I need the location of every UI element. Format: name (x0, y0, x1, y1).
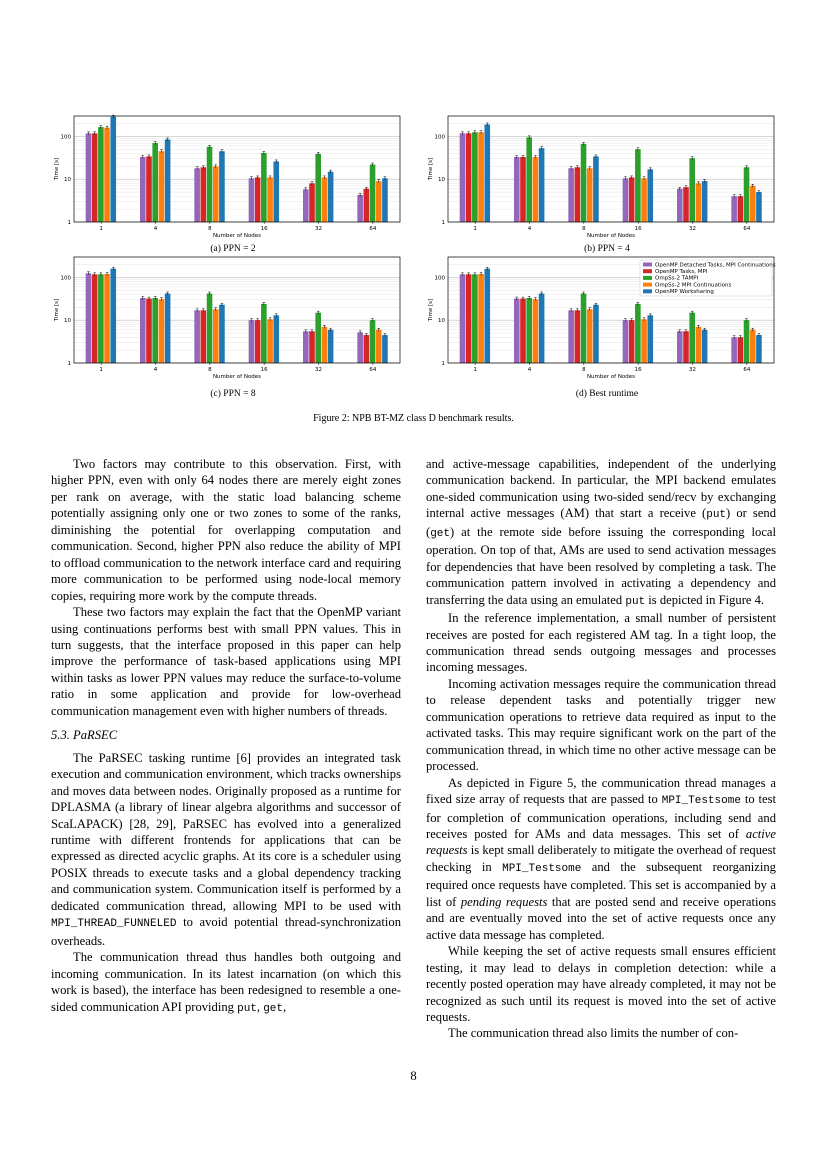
left-p4-sep: , (256, 999, 264, 1014)
right-paragraph-3: Incoming activation messages require the communication thread to release dependent tasks and potentially trigger new communication operations to retrieve data required as input to the activated tasks. This may require significant work on the part of the communication thread, in which time no other active message can be processed. (426, 676, 776, 774)
right-p1-code-put: put (706, 509, 727, 522)
bar (364, 335, 370, 363)
bar (255, 320, 261, 363)
bar (750, 186, 756, 222)
bar (526, 298, 532, 363)
bar (587, 168, 593, 222)
right-p4-em-active: active requests (426, 826, 776, 858)
bar (647, 315, 653, 363)
bar (460, 274, 466, 363)
chart-best-runtime-svg (422, 253, 792, 388)
left-column (51, 456, 401, 1017)
plot-frame (448, 116, 774, 222)
bar (92, 274, 98, 363)
bar (533, 299, 539, 363)
x-tick-label: 4 (527, 367, 532, 373)
bar (696, 327, 702, 363)
bar (370, 320, 376, 363)
x-tick-label: 1 (473, 226, 477, 232)
y-axis-label: Time [s] (54, 157, 60, 181)
bar (731, 337, 737, 363)
bar (623, 178, 629, 222)
bar (267, 177, 273, 222)
legend-swatch (643, 263, 652, 267)
bar (635, 149, 641, 222)
right-p4-text-e: that are posted send and receive operations and are eventually moved into the set of active requests once any active data message has completed. (426, 894, 776, 942)
y-tick-label: 10 (438, 318, 445, 325)
bar (376, 181, 382, 222)
bar (370, 165, 376, 222)
y-tick-label: 100 (434, 275, 445, 282)
bar (593, 305, 599, 363)
right-paragraph-4 (426, 775, 776, 944)
bar (207, 294, 213, 363)
bar (520, 157, 526, 222)
bar (514, 299, 520, 363)
bar (194, 310, 200, 363)
bar (315, 313, 321, 363)
bar (110, 269, 116, 363)
bar (568, 310, 574, 363)
x-tick-label: 1 (473, 367, 477, 373)
bar (593, 156, 599, 222)
bar (520, 299, 526, 363)
bar (194, 168, 200, 222)
bar (677, 331, 683, 363)
bar (364, 189, 370, 222)
x-axis-label: Number of Nodes (586, 374, 636, 380)
bar (641, 319, 647, 363)
bar (140, 157, 146, 222)
y-tick-label: 100 (434, 134, 445, 141)
bar (533, 157, 539, 222)
bar (207, 147, 213, 222)
bar (568, 168, 574, 222)
bar (309, 331, 315, 363)
right-p1-code-put-2: put (625, 595, 646, 608)
x-axis-label: Number of Nodes (212, 233, 262, 239)
bar (261, 153, 267, 222)
bar (750, 330, 756, 363)
bar (201, 310, 207, 363)
x-tick-label: 1 (99, 367, 103, 373)
bar (702, 330, 708, 363)
legend-label: OmpSs-2 MPI Continuations (655, 282, 732, 289)
bar (756, 192, 762, 222)
bar (731, 196, 737, 222)
bar (581, 294, 587, 363)
legend-swatch (643, 276, 652, 280)
bar (629, 320, 635, 363)
bar (587, 309, 593, 363)
left-p3-text-b: to avoid potential thread-synchronization overheads. (51, 915, 401, 948)
left-paragraph-3 (51, 750, 401, 949)
bar (472, 274, 478, 363)
bar (146, 299, 152, 363)
right-paragraph-2: In the reference implementation, a small number of persistent receives are posted for each registered AM tag. In a tight loop, the communication thread sends outgoing messages and processes incoming messages. (426, 611, 776, 675)
x-tick-label: 1 (99, 226, 103, 232)
bar (575, 167, 581, 222)
bar (629, 177, 635, 222)
bar (315, 154, 321, 222)
section-heading-parsec: 5.3. PaRSEC (51, 728, 118, 743)
bar (104, 274, 110, 363)
bar (382, 335, 388, 363)
right-p4-em-pending: pending requests (460, 894, 548, 909)
chart-best-runtime (422, 253, 792, 388)
right-p1-code-get: get (430, 527, 451, 540)
bar (738, 337, 744, 363)
caption-ppn-4: (b) PPN = 4 (584, 244, 630, 254)
x-axis-label: Number of Nodes (212, 374, 262, 380)
x-tick-label: 32 (689, 226, 696, 232)
legend-label: OpenMP Detached Tasks, MPI Continuations (655, 262, 776, 269)
x-tick-label: 8 (208, 367, 212, 373)
bar (744, 167, 750, 222)
x-tick-label: 4 (153, 367, 158, 373)
y-tick-label: 100 (60, 275, 71, 282)
x-tick-label: 4 (527, 226, 532, 232)
bar (165, 139, 171, 222)
bar (159, 151, 165, 222)
bar (484, 124, 490, 222)
bar (689, 158, 695, 222)
x-tick-label: 64 (743, 367, 751, 373)
bar (738, 196, 744, 222)
bar (309, 183, 315, 222)
bar (303, 331, 309, 363)
plot-frame (74, 257, 400, 363)
left-paragraph-1: Two factors may contribute to this observation. First, with higher PPN, even with only 64 nodes there are merely eight zones per rank on average, with the static load balancing scheme potentially assigning only one or two zones to some of the ranks, diminishing the potential for overlapping computation and communication. Second, higher PPN also reduce the ability of MPI to offload communication to the network interface card and requiring more communication to be performed using node-local memory copies, requiring more work by the compute threads. (51, 457, 401, 603)
bar (466, 133, 472, 222)
chart-ppn-4-svg (422, 112, 792, 247)
bar (683, 331, 689, 363)
bar (273, 161, 279, 222)
bar (322, 327, 328, 363)
right-paragraph-1 (426, 456, 776, 610)
chart-ppn-8-svg (48, 253, 418, 388)
caption-best-runtime: (d) Best runtime (575, 389, 639, 399)
bar (261, 304, 267, 363)
left-p3-code: MPI_THREAD_FUNNELED (51, 918, 177, 931)
y-tick-label: 1 (67, 361, 71, 367)
bar (219, 151, 225, 222)
bar (702, 181, 708, 222)
x-tick-label: 8 (208, 226, 212, 232)
x-tick-label: 32 (315, 367, 322, 373)
legend-swatch (643, 289, 652, 293)
y-axis-label: Time [s] (54, 298, 60, 322)
bar (303, 189, 309, 222)
bar (526, 137, 532, 222)
bar (165, 294, 171, 363)
y-axis-label: Time [s] (428, 298, 434, 322)
bar (635, 304, 641, 363)
y-axis-label: Time [s] (428, 157, 434, 181)
chart-ppn-8 (48, 253, 418, 388)
bar (376, 330, 382, 363)
page-number: 8 (410, 1069, 417, 1083)
bar (677, 189, 683, 222)
y-tick-label: 10 (64, 318, 71, 325)
right-p4-code-testsome: MPI_Testsome (661, 795, 741, 808)
bar (249, 178, 255, 222)
y-tick-label: 1 (67, 220, 71, 226)
bar (86, 133, 92, 222)
right-p4-text-a: As depicted in Figure 5, the communication thread manages a fixed size array of requests that are passed to (426, 775, 776, 807)
x-tick-label: 64 (369, 226, 377, 232)
bar (159, 299, 165, 363)
left-paragraph-2: These two factors may explain the fact that the OpenMP variant using continuations performs best with small PPN values. This in turn suggests, that the interface proposed in this paper can help improve the performance of task-based applications using MPI within tasks as lower PPN values may reduce the surface-to-volume ratio in some application and provide for low-overhead communication management even with higher numbers of threads. (51, 605, 401, 718)
bar (382, 178, 388, 222)
figure-caption: Figure 2: NPB BT-MZ class D benchmark results. (313, 413, 514, 424)
bar (92, 133, 98, 222)
bar (86, 273, 92, 363)
bar (466, 274, 472, 363)
bar (357, 332, 363, 363)
caption-ppn-8: (c) PPN = 8 (210, 389, 256, 399)
legend-label: OmpSs-2 TAMPI (655, 275, 699, 282)
x-tick-label: 64 (743, 226, 751, 232)
right-column (426, 456, 776, 1042)
bar (696, 183, 702, 222)
bar (140, 298, 146, 363)
chart-ppn-2 (48, 112, 418, 247)
chart-ppn-2-svg (48, 112, 418, 247)
x-tick-label: 16 (260, 367, 268, 373)
y-tick-label: 1 (441, 361, 445, 367)
bar (478, 132, 484, 222)
x-tick-label: 32 (315, 226, 322, 232)
bar (255, 177, 261, 222)
x-tick-label: 64 (369, 367, 377, 373)
bar (689, 313, 695, 363)
right-p4-text-c: is kept small deliberately to mitigate the overhead of request checking in (426, 843, 776, 874)
legend-swatch (643, 283, 652, 287)
x-tick-label: 32 (689, 367, 696, 373)
bar (104, 128, 110, 222)
legend-label: OpenMP Worksharing (655, 289, 714, 296)
bar (484, 269, 490, 363)
bar (539, 148, 545, 222)
bar (267, 319, 273, 363)
bar (152, 143, 158, 222)
bar (328, 172, 334, 222)
bar (152, 298, 158, 363)
bar (756, 335, 762, 363)
bar (249, 320, 255, 363)
bar (328, 330, 334, 363)
y-tick-label: 1 (441, 220, 445, 226)
x-tick-label: 16 (634, 367, 642, 373)
x-tick-label: 16 (260, 226, 268, 232)
bar (273, 315, 279, 363)
left-p4-text-b: , (283, 999, 287, 1014)
bar (581, 144, 587, 222)
y-tick-label: 100 (60, 134, 71, 141)
bar (110, 117, 116, 222)
bar (647, 169, 653, 222)
right-p4-code-testsome-2: MPI_Testsome (502, 862, 582, 875)
bar (623, 320, 629, 363)
bar (322, 177, 328, 222)
bar (357, 195, 363, 222)
bar (641, 178, 647, 222)
left-p4-code-put: put (237, 1002, 257, 1015)
bar (514, 157, 520, 222)
right-p1-text-d: is depicted in Figure 4. (645, 592, 765, 607)
bar (744, 320, 750, 363)
bar (213, 166, 219, 222)
x-axis-label: Number of Nodes (586, 233, 636, 239)
bar (539, 294, 545, 363)
right-p1-text-b: ) or send ( (426, 506, 776, 539)
legend-label: OpenMP Tasks, MPI (655, 269, 708, 275)
bar (575, 310, 581, 363)
right-p1-text-a: and active-message capabilities, independent of the underlying communication backend. In particular, the MPI backend emulates one-sided communication using two-sided send/recv by exchanging internal active messages (AM) that start a receive ( (426, 457, 776, 521)
x-tick-label: 8 (582, 226, 586, 232)
left-p3-text-a: The PaRSEC tasking runtime [6] provides an integrated task execution and communication environment, which tracks ownerships and moves data between nodes. Originally proposed as a runtime for DPLASMA (a library of linear algebra algorithms and successor of ScaLAPACK) [28, 29], PaRSEC has evolved into a generalized runtime with different frontends for applications that can be expressed as directed acyclic graphs. At its core is a scheduler using POSIX threads to execute tasks and a global dependency tracking and communication system. Communication itself is performed by a dedicated communication thread, allowing MPI to be used with (51, 750, 401, 913)
right-paragraph-6: The communication thread also limits the number of con- (448, 1026, 739, 1041)
left-paragraph-4 (51, 949, 401, 1017)
left-p4-text-a: The communication thread thus handles both outgoing and incoming communication. In its latest incarnation (on which this work is based), the interface has been redesigned to resemble a one-sided communication API providing (51, 950, 401, 1014)
plot-frame (74, 116, 400, 222)
x-tick-label: 8 (582, 367, 586, 373)
legend-swatch (643, 269, 652, 273)
bar (460, 133, 466, 222)
bar (201, 167, 207, 222)
bar (98, 274, 104, 363)
right-p4-text-b: to test for completion of communication operations, including send and receives posted for AMs and data messages. This set of (426, 792, 776, 841)
bar (98, 127, 104, 222)
bar (683, 187, 689, 222)
right-paragraph-5: While keeping the set of active requests small ensures efficient testing, it may lead to delays in completion detection: while a recently posted operation may have already completed, it may not be recognized as such until its request is moved into the set of active requests. (426, 944, 776, 1024)
right-p1-text-c: ) at the remote side before issuing the corresponding local operation. On top of that, AMs are used to send activation messages for dependencies that have been resolved by completing a task. The communication pattern involved in activating a dependency and transferring the data using an emulated (426, 524, 776, 607)
left-p4-code-get: get (263, 1002, 284, 1015)
right-p4-text-d: and the subsequent reorganizing required once requests have completed. This set is accompanied by a list of (426, 859, 776, 909)
bar (146, 156, 152, 222)
caption-ppn-2: (a) PPN = 2 (210, 244, 256, 254)
y-tick-label: 10 (438, 177, 445, 184)
bar (213, 309, 219, 363)
x-tick-label: 16 (634, 226, 642, 232)
bar (472, 132, 478, 222)
x-tick-label: 4 (153, 226, 158, 232)
y-tick-label: 10 (64, 177, 71, 184)
bar (219, 305, 225, 363)
chart-ppn-4 (422, 112, 792, 247)
bar (478, 274, 484, 363)
